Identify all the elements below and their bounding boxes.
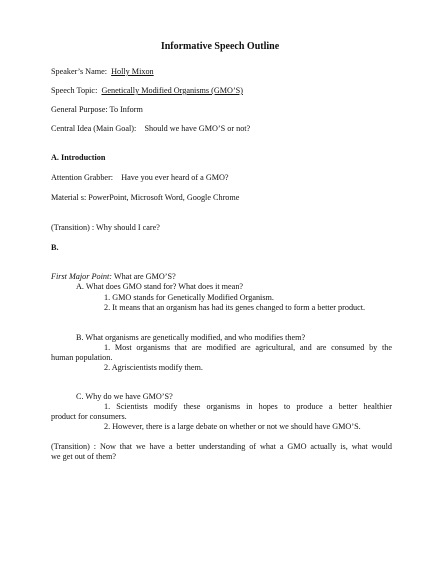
topic-value: Genetically Modified Organisms (GMO’S) [101, 86, 243, 95]
page-title: Informative Speech Outline [160, 41, 280, 52]
body-transition-cont: we get out of them? [51, 452, 117, 461]
subpoint-b-item-1: 1. Most organisms that are modified are agricultural, and are consumed by the [104, 343, 392, 352]
body-heading: B. [51, 243, 59, 252]
attention-grabber-label: Attention Grabber: [51, 173, 114, 182]
topic-line [51, 86, 243, 96]
first-major-point-line [51, 272, 176, 282]
subpoint-a-question: A. What does GMO stand for? What does it mean? [76, 282, 244, 291]
attention-grabber-line [51, 173, 229, 183]
speaker-line [51, 67, 154, 77]
general-purpose: General Purpose: To Inform [51, 105, 143, 114]
central-idea-line [51, 124, 250, 134]
speaker-label: Speaker’s Name: [51, 67, 108, 76]
central-idea-label: Central Idea (Main Goal): [51, 124, 137, 133]
subpoint-a-item-1: 1. GMO stands for Genetically Modified Organism. [104, 293, 274, 302]
topic-label: Speech Topic: [51, 86, 98, 95]
attention-grabber-value: Have you ever heard of a GMO? [121, 173, 229, 182]
subpoint-b-item-1-cont: human population. [51, 353, 113, 362]
materials-line: Material s: PowerPoint, Microsoft Word, Google Chrome [51, 193, 240, 202]
central-idea-value: Should we have GMO’S or not? [144, 124, 251, 133]
subpoint-a-item-2: 2. It means that an organism has had its genes changed to form a better product. [104, 303, 366, 312]
first-major-point-label: First Major Point: [51, 272, 112, 281]
subpoint-c-item-1: 1. Scientists modify these organisms in hopes to produce a better healthier [104, 402, 392, 411]
subpoint-b-item-2: 2. Agriscientists modify them. [104, 363, 203, 372]
subpoint-c-item-1-cont: product for consumers. [51, 412, 127, 421]
intro-transition: (Transition) : Why should I care? [51, 223, 160, 232]
subpoint-c-item-2: 2. However, there is a large debate on whether or not we should have GMO’S. [104, 422, 361, 431]
first-major-point-value: What are GMO’S? [113, 272, 176, 281]
subpoint-c-question: C. Why do we have GMO’S? [76, 392, 173, 401]
speaker-name: Holly Mixon [111, 67, 154, 76]
subpoint-b-question: B. What organisms are genetically modified, and who modifies them? [76, 333, 306, 342]
introduction-heading: A. Introduction [51, 153, 106, 162]
body-transition: (Transition) : Now that we have a better understanding of what a GMO actually is, what would [51, 442, 392, 451]
